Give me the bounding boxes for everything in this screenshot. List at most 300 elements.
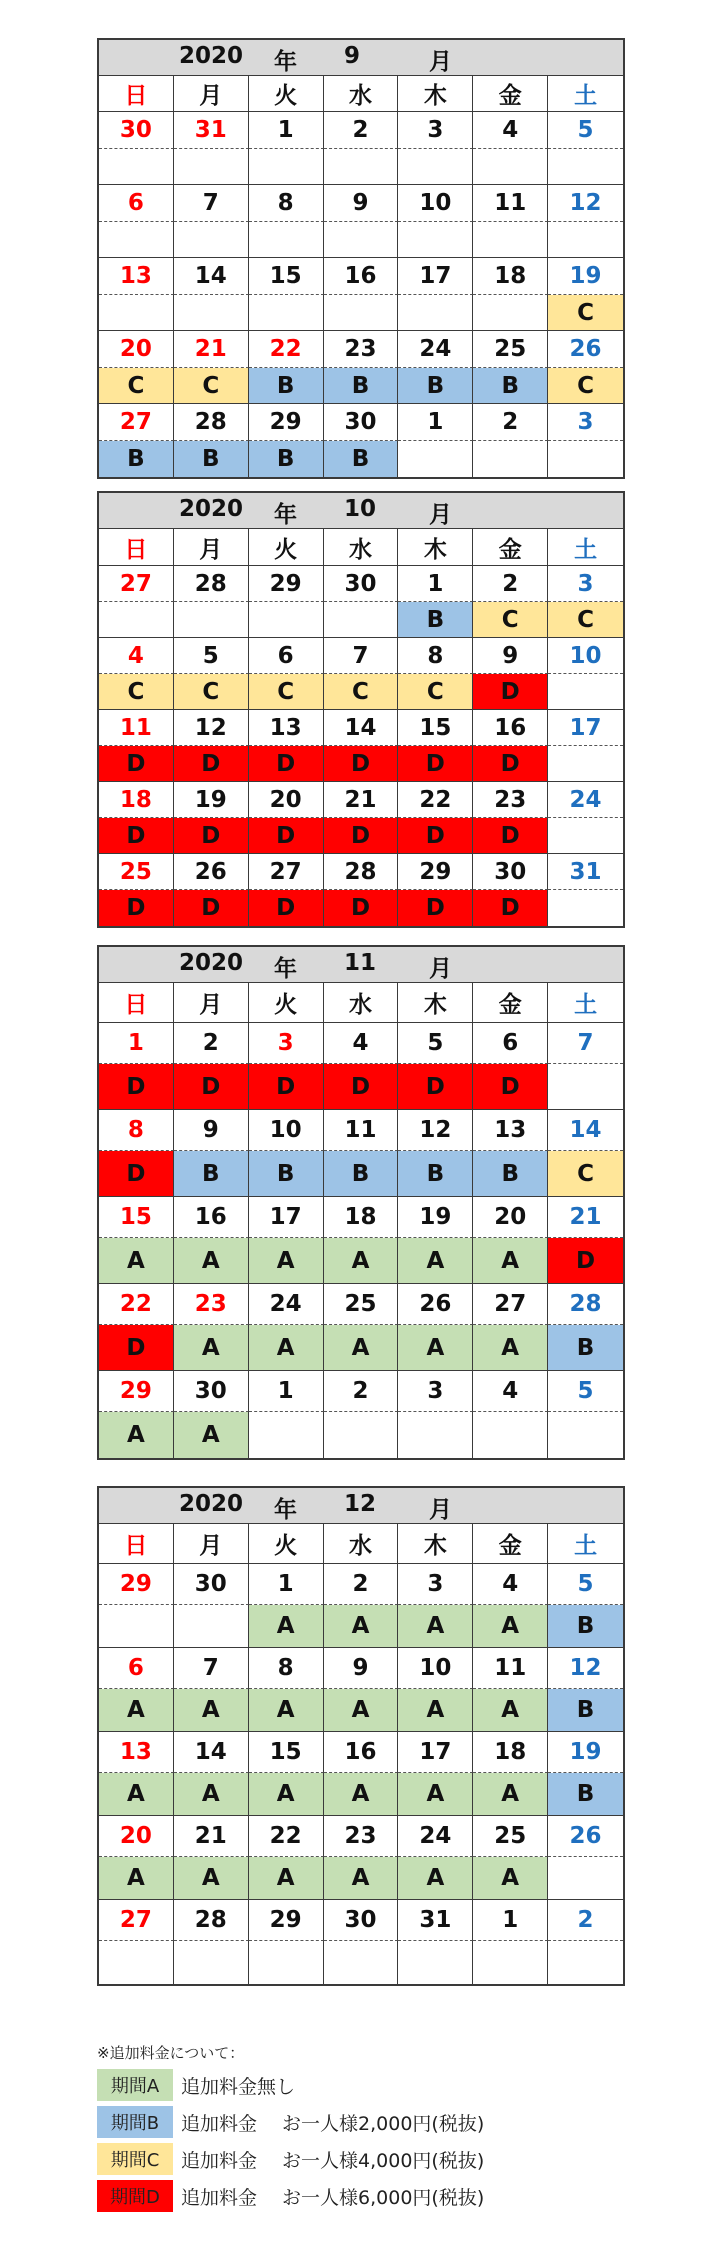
date-cell: 22 [249,331,324,368]
date-cell: 6 [249,638,324,674]
date-cell: 21 [324,782,399,818]
empty-period-cell [249,149,324,185]
date-cell: 5 [398,1023,473,1064]
date-cell: 24 [398,331,473,368]
month-calendar [97,491,625,928]
price-period-cell: B [398,1151,473,1197]
price-period-cell: D [473,818,548,854]
price-period-cell: D [174,890,249,926]
price-period-cell: D [324,818,399,854]
weekday-header: 月 [174,76,249,112]
price-period-cell: C [324,674,399,710]
date-cell: 18 [473,258,548,295]
weekday-header: 日 [99,76,174,112]
date-cell: 10 [398,185,473,222]
empty-period-cell [548,149,623,185]
date-cell: 20 [249,782,324,818]
date-cell: 2 [324,1371,399,1412]
weekday-header: 日 [99,983,174,1023]
price-period-cell: D [473,746,548,782]
date-cell: 8 [99,1110,174,1151]
empty-period-cell [174,1605,249,1648]
empty-period-cell [324,1941,399,1984]
price-period-cell: D [249,818,324,854]
price-period-cell: B [324,441,399,477]
empty-period-cell [398,1941,473,1984]
price-period-cell: A [398,1773,473,1816]
price-period-cell: D [398,1064,473,1110]
date-cell: 7 [324,638,399,674]
price-period-cell: A [473,1325,548,1371]
weekday-header: 土 [548,529,623,566]
date-cell: 19 [398,1197,473,1238]
date-cell: 19 [174,782,249,818]
date-cell: 2 [324,112,399,149]
empty-period-cell [398,295,473,331]
legend-swatch-d: 期間D [97,2180,173,2212]
date-cell: 2 [473,566,548,602]
date-cell: 25 [99,854,174,890]
price-period-cell: D [249,890,324,926]
price-period-cell: B [548,1325,623,1371]
price-period-cell: A [324,1689,399,1732]
price-period-cell: D [174,818,249,854]
title-month: 10 [344,496,377,522]
date-cell: 24 [398,1816,473,1857]
title-year: 2020 [179,496,244,522]
date-cell: 8 [398,638,473,674]
price-period-cell: A [324,1325,399,1371]
weekday-header: 火 [249,76,324,112]
date-cell: 30 [324,566,399,602]
date-cell: 23 [324,331,399,368]
title-month-suffix: 月 [429,1497,452,1523]
date-cell: 9 [324,1648,399,1689]
price-period-cell: B [473,368,548,404]
date-cell: 5 [174,638,249,674]
weekday-header: 木 [398,983,473,1023]
date-cell: 17 [398,1732,473,1773]
empty-period-cell [99,222,174,258]
date-cell: 19 [548,258,623,295]
legend-row-c [97,2143,484,2175]
weekday-header: 土 [548,983,623,1023]
date-cell: 25 [473,1816,548,1857]
date-cell: 14 [324,710,399,746]
empty-period-cell [548,1064,623,1110]
price-period-cell: A [473,1238,548,1284]
price-period-cell: A [473,1689,548,1732]
legend-note: ※追加料金について： [97,2044,245,2062]
date-cell: 13 [249,710,324,746]
date-cell: 19 [548,1732,623,1773]
date-cell: 23 [174,1284,249,1325]
month-title [99,1488,623,1524]
date-cell: 9 [324,185,399,222]
date-cell: 4 [99,638,174,674]
date-cell: 2 [174,1023,249,1064]
date-cell: 17 [249,1197,324,1238]
price-period-cell: C [548,1151,623,1197]
date-cell: 31 [548,854,623,890]
empty-period-cell [99,1605,174,1648]
legend-swatch-c: 期間C [97,2143,173,2175]
empty-period-cell [324,1412,399,1458]
date-cell: 25 [324,1284,399,1325]
date-cell: 12 [174,710,249,746]
price-period-cell: A [324,1605,399,1648]
date-cell: 28 [324,854,399,890]
title-year-suffix: 年 [274,502,297,528]
date-cell: 28 [174,566,249,602]
date-cell: 29 [249,566,324,602]
price-period-cell: C [398,674,473,710]
empty-period-cell [249,602,324,638]
price-period-cell: C [99,674,174,710]
empty-period-cell [99,1941,174,1984]
legend-text-b: 追加料金 お一人様2,000円(税抜) [181,2112,485,2135]
date-cell: 10 [548,638,623,674]
weekday-header: 水 [324,1524,399,1564]
price-period-cell: D [324,1064,399,1110]
weekday-header: 日 [99,1524,174,1564]
weekday-header: 水 [324,529,399,566]
legend-text-d: 追加料金 お一人様6,000円(税抜) [181,2186,485,2209]
price-period-cell: D [398,818,473,854]
price-period-cell: D [99,818,174,854]
date-cell: 30 [324,1900,399,1941]
price-period-cell: A [249,1238,324,1284]
price-period-cell: A [473,1773,548,1816]
day-grid [99,983,623,1458]
price-period-cell: D [398,746,473,782]
date-cell: 5 [548,112,623,149]
price-period-cell: D [473,1064,548,1110]
date-cell: 27 [99,1900,174,1941]
month-title [99,947,623,983]
legend-text-a: 追加料金無し [181,2075,296,2098]
title-year: 2020 [179,950,244,976]
weekday-header: 火 [249,983,324,1023]
title-month-suffix: 月 [429,502,452,528]
date-cell: 1 [398,566,473,602]
date-cell: 17 [398,258,473,295]
title-year: 2020 [179,43,244,69]
price-period-cell: D [249,746,324,782]
empty-period-cell [473,1412,548,1458]
date-cell: 28 [174,404,249,441]
date-cell: 8 [249,185,324,222]
date-cell: 14 [174,258,249,295]
date-cell: 4 [473,1371,548,1412]
date-cell: 13 [99,1732,174,1773]
empty-period-cell [398,441,473,477]
empty-period-cell [174,222,249,258]
date-cell: 3 [398,112,473,149]
price-period-cell: D [473,890,548,926]
month-calendar [97,945,625,1460]
price-period-cell: C [99,368,174,404]
price-period-cell: A [473,1605,548,1648]
date-cell: 3 [548,566,623,602]
price-legend [97,2042,484,2217]
price-period-cell: C [249,674,324,710]
date-cell: 30 [473,854,548,890]
empty-period-cell [174,149,249,185]
price-period-cell: A [473,1857,548,1900]
date-cell: 30 [174,1564,249,1605]
empty-period-cell [249,295,324,331]
price-period-cell: A [398,1689,473,1732]
date-cell: 21 [174,331,249,368]
title-month-suffix: 月 [429,956,452,982]
legend-row-d [97,2180,484,2212]
price-period-cell: A [99,1238,174,1284]
date-cell: 15 [398,710,473,746]
date-cell: 7 [174,1648,249,1689]
weekday-header: 金 [473,1524,548,1564]
date-cell: 3 [398,1564,473,1605]
empty-period-cell [249,1941,324,1984]
price-period-cell: B [548,1773,623,1816]
price-period-cell: B [324,368,399,404]
price-period-cell: B [174,441,249,477]
title-month-suffix: 月 [429,49,452,75]
date-cell: 16 [324,1732,399,1773]
date-cell: 29 [99,1371,174,1412]
date-cell: 6 [99,1648,174,1689]
price-period-cell: B [398,602,473,638]
month-calendar [97,1486,625,1986]
date-cell: 27 [99,404,174,441]
price-period-cell: A [249,1857,324,1900]
date-cell: 4 [324,1023,399,1064]
date-cell: 22 [99,1284,174,1325]
date-cell: 3 [548,404,623,441]
date-cell: 30 [99,112,174,149]
date-cell: 2 [324,1564,399,1605]
date-cell: 29 [249,404,324,441]
empty-period-cell [324,295,399,331]
date-cell: 7 [548,1023,623,1064]
empty-period-cell [548,818,623,854]
price-period-cell: A [398,1857,473,1900]
price-period-cell: C [174,368,249,404]
weekday-header: 金 [473,529,548,566]
empty-period-cell [548,1857,623,1900]
date-cell: 21 [548,1197,623,1238]
date-cell: 30 [174,1371,249,1412]
legend-swatch-b: 期間B [97,2106,173,2138]
price-period-cell: C [473,602,548,638]
date-cell: 26 [174,854,249,890]
date-cell: 10 [398,1648,473,1689]
date-cell: 22 [398,782,473,818]
price-period-cell: C [548,295,623,331]
empty-period-cell [324,222,399,258]
empty-period-cell [398,222,473,258]
price-period-cell: B [249,1151,324,1197]
date-cell: 11 [473,1648,548,1689]
price-period-cell: A [174,1325,249,1371]
weekday-header: 火 [249,529,324,566]
price-period-cell: C [174,674,249,710]
price-period-cell: D [324,890,399,926]
empty-period-cell [324,602,399,638]
date-cell: 7 [174,185,249,222]
date-cell: 29 [249,1900,324,1941]
empty-period-cell [548,746,623,782]
title-year-suffix: 年 [274,49,297,75]
price-period-cell: A [324,1857,399,1900]
empty-period-cell [99,602,174,638]
title-year-suffix: 年 [274,1497,297,1523]
price-period-cell: B [548,1689,623,1732]
date-cell: 2 [473,404,548,441]
date-cell: 22 [249,1816,324,1857]
date-cell: 6 [473,1023,548,1064]
price-period-cell: D [99,1325,174,1371]
price-period-cell: D [324,746,399,782]
date-cell: 26 [398,1284,473,1325]
empty-period-cell [548,222,623,258]
price-period-cell: D [398,890,473,926]
price-period-cell: A [249,1689,324,1732]
empty-period-cell [174,295,249,331]
date-cell: 9 [473,638,548,674]
price-period-cell: D [99,890,174,926]
price-period-cell: A [174,1773,249,1816]
price-period-cell: D [174,1064,249,1110]
price-period-cell: D [99,1151,174,1197]
date-cell: 31 [174,112,249,149]
date-cell: 20 [99,331,174,368]
date-cell: 16 [324,258,399,295]
date-cell: 27 [249,854,324,890]
weekday-header: 月 [174,983,249,1023]
date-cell: 12 [548,1648,623,1689]
date-cell: 26 [548,1816,623,1857]
empty-period-cell [174,602,249,638]
weekday-header: 金 [473,76,548,112]
price-period-cell: D [99,1064,174,1110]
price-period-cell: A [249,1773,324,1816]
price-period-cell: A [174,1238,249,1284]
price-period-cell: C [548,602,623,638]
weekday-header: 水 [324,983,399,1023]
weekday-header: 月 [174,529,249,566]
empty-period-cell [548,1412,623,1458]
empty-period-cell [249,1412,324,1458]
date-cell: 15 [249,258,324,295]
date-cell: 1 [99,1023,174,1064]
date-cell: 27 [99,566,174,602]
title-year-suffix: 年 [274,956,297,982]
date-cell: 28 [548,1284,623,1325]
empty-period-cell [398,1412,473,1458]
price-period-cell: D [99,746,174,782]
price-period-cell: A [99,1857,174,1900]
weekday-header: 土 [548,1524,623,1564]
legend-row-b [97,2106,484,2138]
date-cell: 11 [473,185,548,222]
price-period-cell: A [324,1773,399,1816]
date-cell: 26 [548,331,623,368]
date-cell: 12 [548,185,623,222]
date-cell: 4 [473,1564,548,1605]
empty-period-cell [99,149,174,185]
price-period-cell: A [174,1857,249,1900]
price-period-cell: B [99,441,174,477]
date-cell: 1 [473,1900,548,1941]
empty-period-cell [99,295,174,331]
date-cell: 30 [324,404,399,441]
month-title [99,40,623,76]
date-cell: 1 [249,112,324,149]
weekday-header: 水 [324,76,399,112]
date-cell: 3 [249,1023,324,1064]
empty-period-cell [249,222,324,258]
date-cell: 1 [249,1371,324,1412]
date-cell: 28 [174,1900,249,1941]
date-cell: 16 [473,710,548,746]
date-cell: 16 [174,1197,249,1238]
price-period-cell: A [324,1238,399,1284]
date-cell: 20 [99,1816,174,1857]
weekday-header: 日 [99,529,174,566]
title-month: 12 [344,1491,377,1517]
price-period-cell: B [249,368,324,404]
empty-period-cell [324,149,399,185]
date-cell: 14 [174,1732,249,1773]
price-period-cell: A [99,1412,174,1458]
date-cell: 3 [398,1371,473,1412]
month-title [99,493,623,529]
date-cell: 12 [398,1110,473,1151]
empty-period-cell [473,441,548,477]
day-grid [99,76,623,477]
day-grid [99,529,623,926]
weekday-header: 木 [398,1524,473,1564]
empty-period-cell [398,149,473,185]
date-cell: 11 [99,710,174,746]
empty-period-cell [548,890,623,926]
price-period-cell: A [398,1605,473,1648]
empty-period-cell [174,1941,249,1984]
date-cell: 1 [249,1564,324,1605]
title-month: 9 [344,43,361,69]
date-cell: 29 [99,1564,174,1605]
empty-period-cell [473,1941,548,1984]
legend-swatch-a: 期間A [97,2069,173,2101]
date-cell: 31 [398,1900,473,1941]
empty-period-cell [548,674,623,710]
price-period-cell: B [473,1151,548,1197]
date-cell: 23 [324,1816,399,1857]
date-cell: 27 [473,1284,548,1325]
price-period-cell: D [174,746,249,782]
empty-period-cell [473,149,548,185]
price-period-cell: A [398,1238,473,1284]
date-cell: 2 [548,1900,623,1941]
price-period-cell: A [398,1325,473,1371]
weekday-header: 金 [473,983,548,1023]
price-period-cell: B [249,441,324,477]
day-grid [99,1524,623,1984]
date-cell: 9 [174,1110,249,1151]
date-cell: 18 [473,1732,548,1773]
price-period-cell: A [174,1412,249,1458]
